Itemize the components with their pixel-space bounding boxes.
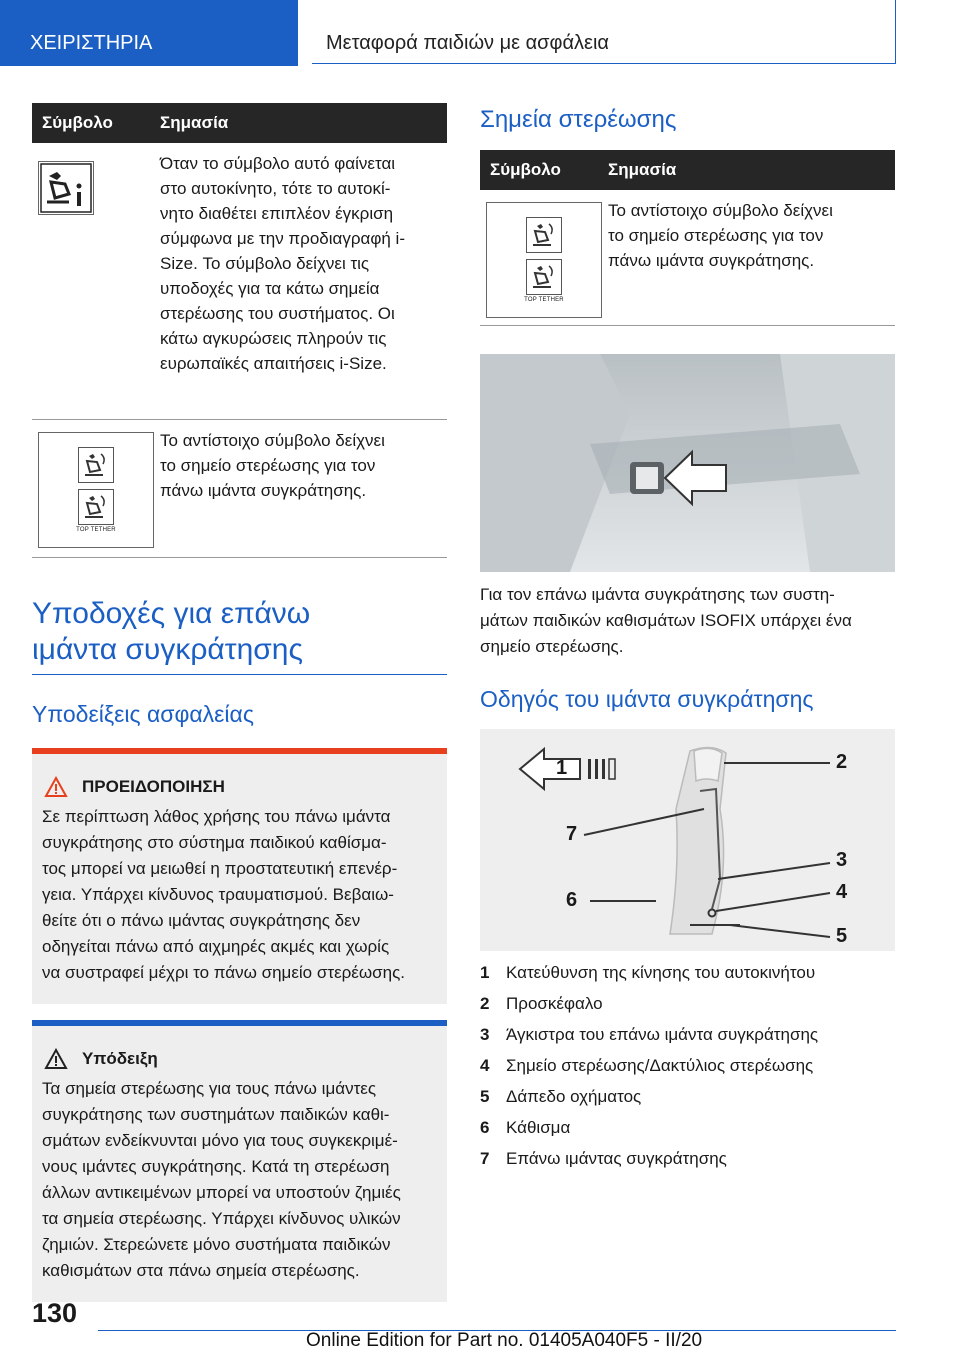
list-item: 6 Κάθισμα — [480, 1118, 571, 1137]
child-seat-top-icon — [526, 217, 562, 253]
diagram-label-1: 1 — [556, 757, 568, 779]
meaning-line: πάνω ιμάντα συγκράτησης. — [160, 481, 367, 500]
list-item: 4 Σημείο στερέωσης/Δακτύλιος στερέωσης — [480, 1056, 814, 1075]
meaning-line: κάτω αγκυρώσεις πληρούν τις — [160, 329, 387, 348]
warning-title: ΠΡΟΕΙΔΟΠΟΙΗΣΗ — [82, 777, 225, 796]
diagram-label-2: 2 — [836, 751, 848, 773]
diagram-legend — [480, 957, 895, 1174]
child-seat-bottom-icon — [526, 259, 562, 295]
meaning-line: σύμφωνα με την προδιαγραφή i- — [160, 229, 405, 248]
table-row — [480, 190, 895, 326]
diagram-label-3: 3 — [836, 849, 848, 871]
diagram-label-4: 4 — [836, 881, 848, 903]
diagram-label-7: 7 — [566, 823, 578, 845]
warning-line: Σε περίπτωση λάθος χρήσης του πάνω ιμάντα — [42, 807, 391, 826]
note-line: άλλων αντικειμένων μπορεί να υποστούν ζημιές — [42, 1183, 401, 1202]
meaning-line: στο αυτοκίνητο, τότε το αυτοκί- — [160, 179, 391, 198]
list-item: 2 Προσκέφαλο — [480, 994, 603, 1013]
tether-guide-diagram — [480, 729, 895, 951]
section-title — [32, 596, 447, 675]
top-tether-icon — [38, 432, 154, 548]
warning-line: να συστραφεί μέχρι το πάνω σημείο στερέωσης. — [42, 963, 406, 982]
caption-line: Για τον επάνω ιμάντα συγκράτησης των συστη- — [480, 585, 835, 604]
col-symbol-header: Σύμβολο — [42, 113, 113, 132]
note-line: ζημιών. Στερεώνετε μόνο συστήματα παιδικών — [42, 1235, 391, 1254]
child-seat-top-icon — [78, 447, 114, 483]
warning-triangle-icon — [44, 776, 68, 798]
note-triangle-icon — [44, 1048, 68, 1070]
warning-line: συγκράτησης στο σύστημα παιδικού καθίσμα- — [42, 833, 387, 852]
meaning-line: το σημείο στερέωσης για τον — [608, 226, 824, 245]
child-seat-bottom-icon — [78, 489, 114, 525]
meaning-line: νητο διαθέτει επιπλέον έγκριση — [160, 204, 394, 223]
meaning-line: στερέωσης του συστήματος. Οι — [160, 304, 395, 323]
note-line: καθισμάτων στα πάνω σημεία στερέωσης. — [42, 1261, 360, 1280]
meaning-line: το σημείο στερέωσης για τον — [160, 456, 376, 475]
warning-line: τος μπορεί να μειωθεί η προστατευτική επενέρ- — [42, 859, 398, 878]
header-chapter-label: Μεταφορά παιδιών με ασφάλεια — [326, 32, 609, 54]
note-title: Υπόδειξη — [82, 1049, 158, 1068]
section-title-line: ιμάντα συγκράτησης — [32, 633, 303, 666]
diagram-label-5: 5 — [836, 925, 848, 947]
section-title-line: Υποδοχές για επάνω — [32, 597, 311, 630]
header-section-label: ΧΕΙΡΙΣΤΗΡΙΑ — [30, 32, 153, 54]
warning-box — [32, 748, 447, 1004]
table-row — [32, 420, 447, 558]
meaning-line: Size. Το σύμβολο δείχνει τις — [160, 254, 370, 273]
left-column — [32, 103, 447, 1302]
meaning-line: Το αντίστοιχο σύμβολο δείχνει — [160, 431, 385, 450]
note-box — [32, 1020, 447, 1302]
col-meaning-header: Σημασία — [608, 160, 677, 179]
top-tether-caption: TOP TETHER — [76, 527, 116, 533]
col-meaning-header: Σημασία — [160, 113, 229, 132]
anchor-photo — [480, 354, 895, 572]
guide-heading: Οδηγός του ιμάντα συγκράτησης — [480, 686, 814, 712]
col-symbol-header: Σύμβολο — [490, 160, 561, 179]
list-item: 1 Κατεύθυνση της κίνησης του αυτοκινήτου — [480, 963, 816, 982]
meaning-line: ευρωπαϊκές απαιτήσεις i-Size. — [160, 354, 387, 373]
note-line: σμάτων ενδείκνυνται μόνο για τους συγκεκριμέ- — [42, 1131, 398, 1150]
warning-line: γεια. Υπάρχει κίνδυνος τραυματισμού. Βεβαιω- — [42, 885, 394, 904]
page-number: 130 — [32, 1298, 78, 1328]
warning-line: θείτε ότι ο πάνω ιμάντας συγκράτησης δεν — [42, 911, 361, 930]
meaning-line: πάνω ιμάντα συγκράτησης. — [608, 251, 815, 270]
top-tether-caption: TOP TETHER — [524, 297, 564, 303]
caption-line: μάτων παιδικών καθισμάτων ISOFIX υπάρχει ένα — [480, 611, 852, 630]
safety-heading: Υποδείξεις ασφαλείας — [32, 701, 254, 727]
meaning-line: Το αντίστοιχο σύμβολο δείχνει — [608, 201, 833, 220]
header-chapter-bar — [312, 0, 896, 64]
right-column — [480, 103, 895, 1174]
meaning-line: υποδοχές για τα κάτω σημεία — [160, 279, 380, 298]
list-item: 5 Δάπεδο οχήματος — [480, 1087, 642, 1106]
meaning-line: Όταν το σύμβολο αυτό φαίνεται — [160, 154, 396, 173]
header-section-tab — [0, 0, 298, 66]
footer-edition: Online Edition for Part no. 01405A040F5 - II/20 — [306, 1330, 703, 1351]
anchor-heading: Σημεία στερέωσης — [480, 106, 677, 133]
anchor-table-header — [480, 150, 895, 190]
list-item: 3 Άγκιστρα του επάνω ιμάντα συγκράτησης — [480, 1025, 819, 1044]
caption-line: σημείο στερέωσης. — [480, 637, 624, 656]
child-seat-i-size-icon — [38, 161, 94, 215]
note-line: Τα σημεία στερέωσης για τους πάνω ιμάντες — [42, 1079, 377, 1098]
photo-caption — [480, 582, 895, 660]
symbol-table — [32, 103, 447, 558]
note-line: νους ιμάντες συγκράτησης. Κατά τη στερέωση — [42, 1157, 390, 1176]
diagram-label-6: 6 — [566, 889, 578, 911]
warning-line: οδηγείται πάνω από αιχμηρές ακμές και χωρίς — [42, 937, 390, 956]
list-item: 7 Επάνω ιμάντας συγκράτησης — [480, 1149, 727, 1168]
symbol-table-header — [32, 103, 447, 143]
note-line: συγκράτησης των συστημάτων παιδικών καθι- — [42, 1105, 390, 1124]
note-line: τα σημεία στερέωσης. Υπάρχει κίνδυνος υλικών — [42, 1209, 401, 1228]
table-row — [32, 143, 447, 420]
top-tether-icon — [486, 202, 602, 318]
